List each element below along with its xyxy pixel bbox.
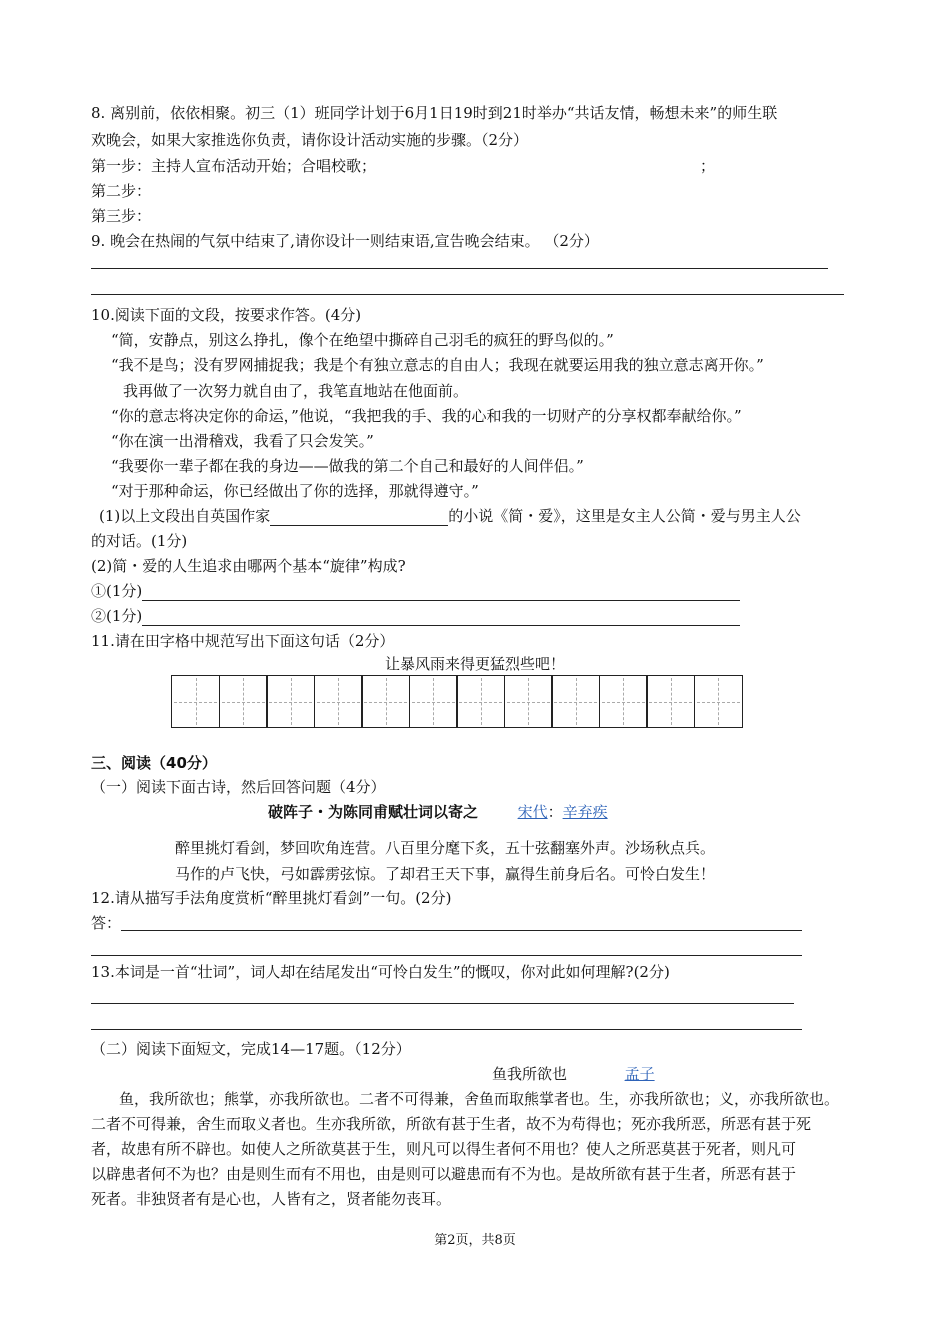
grid-cell[interactable] — [599, 675, 648, 728]
q10-dialogue-line: “你的意志将决定你的命运，”他说，“我把我的手、我的心和我的一切财产的分享权都奉献给你。” — [111, 407, 742, 425]
essay-title: 鱼我所欲也 — [492, 1065, 568, 1083]
section3-part2: （二）阅读下面短文，完成14—17题。（12分） — [91, 1040, 411, 1058]
q8-step2: 第二步： — [91, 182, 152, 200]
q10-dialogue-line: 我再做了一次努力就自由了，我笔直地站在他面前。 — [123, 382, 469, 400]
grid-cell[interactable] — [219, 675, 268, 728]
answer-line[interactable] — [91, 1029, 802, 1030]
poem-header — [268, 802, 608, 822]
essay-line: 二者不可得兼，舍生而取义者也。生亦我所欲，所欲有甚于生者，故不为苟得也；死亦我所恶，所恶有甚于死 — [91, 1115, 812, 1133]
essay-line: 以辟患者何不为也？由是则生而有不用也，由是则可以避患而有不为也。是故所欲有甚于生者，所恶有甚于 — [91, 1165, 797, 1183]
q8-line2: 欢晚会，如果大家推选你负责，请你设计活动实施的步骤。（2分） — [91, 131, 529, 149]
answer-blank[interactable] — [142, 609, 740, 626]
answer-line[interactable] — [91, 955, 802, 956]
q8-step1: 第一步：主持人宣布活动开始；合唱校歌； — [91, 157, 377, 175]
grid-cell[interactable] — [171, 675, 220, 728]
dynasty-link[interactable]: 宋代 — [517, 803, 548, 821]
essay-line: 者，故患有所不辟也。如使人之所欲莫甚于生，则凡可以得生者何不用也？使人之所恶莫甚于死者，则凡可 — [91, 1140, 797, 1158]
q10-dialogue-line: “对于那种命运，你已经做出了你的选择，那就得遵守。” — [111, 482, 479, 500]
q10-sub2: (2)简・爱的人生追求由哪两个基本“旋律”构成? — [91, 557, 406, 575]
q11-sentence: 让暴风雨来得更猛烈些吧！ — [384, 655, 565, 673]
q10-title: 10.阅读下面的文段，按要求作答。(4分) — [91, 306, 362, 324]
q11-title: 11.请在田字格中规范写出下面这句话（2分） — [91, 632, 395, 650]
essay-line: 死者。非独贤者有是心也，人皆有之，贤者能勿丧耳。 — [91, 1190, 452, 1208]
q8-step1-end: ； — [700, 157, 716, 175]
grid-cell[interactable] — [266, 675, 315, 728]
tianzige-grid[interactable] — [171, 675, 743, 728]
colon-separator: ： — [547, 803, 563, 821]
page-number: 第2页，共8页 — [434, 1233, 516, 1248]
q10-sub1-prefix: (1)以上文段出自英国作家 — [99, 507, 271, 525]
grid-cell[interactable] — [551, 675, 600, 728]
q10-sub1-end: 的对话。(1分) — [91, 532, 188, 550]
poet-link[interactable]: 辛弃疾 — [562, 803, 608, 821]
answer-line[interactable] — [91, 1003, 794, 1004]
grid-cell[interactable] — [646, 675, 695, 728]
grid-cell[interactable] — [409, 675, 458, 728]
grid-cell[interactable] — [504, 675, 553, 728]
poem-title: 破阵子・为陈同甫赋壮词以寄之 — [268, 803, 479, 821]
answer-line[interactable] — [121, 930, 802, 931]
q9-text: 9. 晚会在热闹的气氛中结束了,请你设计一则结束语,宣告晚会结束。 （2分） — [91, 232, 599, 250]
q8-step3: 第三步： — [91, 207, 152, 225]
q10-dialogue-line: “简，安静点，别这么挣扎，像个在绝望中撕碎自己羽毛的疯狂的野鸟似的。” — [111, 331, 614, 349]
poem-line1: 醉里挑灯看剑，梦回吹角连营。八百里分麾下炙，五十弦翻塞外声。沙场秋点兵。 — [175, 839, 716, 857]
grid-cell[interactable] — [694, 675, 743, 728]
q10-dialogue-line: “我要你一辈子都在我的身边——做我的第二个自己和最好的人间伴侣。” — [111, 457, 584, 475]
answer-label: ①(1分) — [91, 582, 143, 600]
q10-sub1-suffix: 的小说《简・爱》，这里是女主人公简・爱与男主人公 — [448, 507, 801, 525]
essay-author-link[interactable]: 孟子 — [624, 1065, 655, 1083]
poem-line2: 马作的卢飞快，弓如霹雳弦惊。了却君王天下事，赢得生前身后名。可怜白发生！ — [175, 865, 716, 883]
q10-dialogue-line: “你在演一出滑稽戏，我看了只会发笑。” — [111, 432, 374, 450]
q12-answer-label: 答： — [91, 914, 122, 932]
essay-header — [492, 1064, 655, 1084]
answer-line — [91, 268, 828, 269]
answer-label: ②(1分) — [91, 607, 143, 625]
author-blank[interactable] — [270, 509, 448, 526]
section3-title: 三、阅读（40分） — [91, 754, 217, 772]
q8-line1: 8. 离别前，依依相聚。初三（1）班同学计划于6月1日19时到21时举办“共话友情，畅想未来”的师生联 — [91, 104, 778, 122]
q10-answer1 — [91, 581, 740, 601]
q10-sub1 — [99, 506, 801, 526]
grid-cell[interactable] — [314, 675, 363, 728]
answer-blank[interactable] — [142, 584, 740, 601]
grid-cell[interactable] — [361, 675, 410, 728]
q10-answer2 — [91, 606, 740, 626]
q12-text: 12.请从描写手法角度赏析“醉里挑灯看剑”一句。(2分) — [91, 889, 452, 907]
essay-line: 鱼，我所欲也；熊掌，亦我所欲也。二者不可得兼，舍鱼而取熊掌者也。生，亦我所欲也；义，亦我所欲也。 — [119, 1090, 840, 1108]
q10-dialogue-line: “我不是鸟；没有罗网捕捉我；我是个有独立意志的自由人；我现在就要运用我的独立意志离开你。” — [111, 356, 764, 374]
section3-part1: （一）阅读下面古诗，然后回答问题（4分） — [91, 778, 386, 796]
answer-line — [91, 294, 844, 295]
grid-cell[interactable] — [456, 675, 505, 728]
q13-text: 13.本词是一首“壮词”，词人却在结尾发出“可怜白发生”的慨叹，你对此如何理解?(2分) — [91, 963, 670, 981]
